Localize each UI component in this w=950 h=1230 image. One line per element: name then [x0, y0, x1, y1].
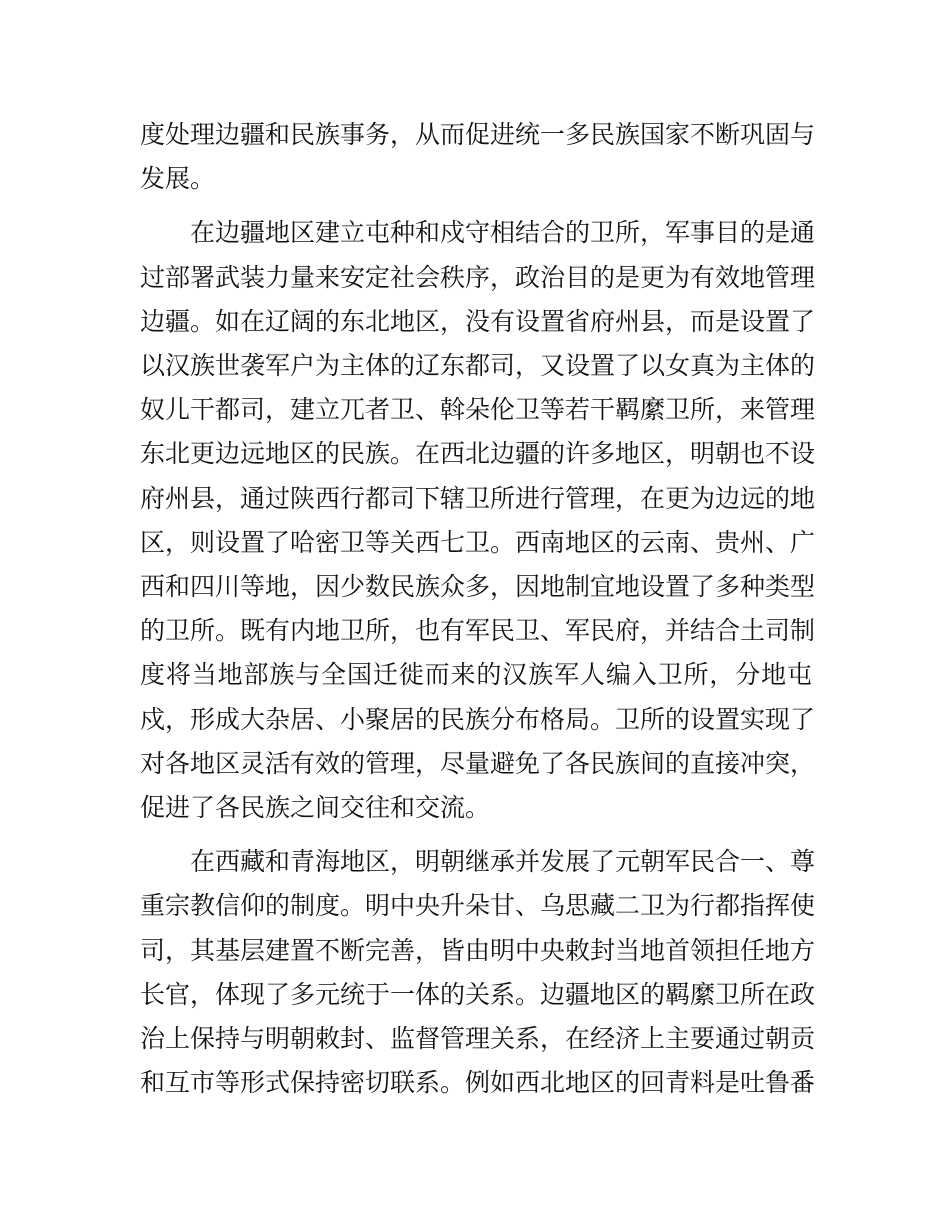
text-line: 治上保持与明朝敕封、监督管理关系，在经济上主要通过朝贡 — [140, 1024, 816, 1054]
text-line: 度将当地部族与全国迁徙而来的汉族军人编入卫所，分地屯 — [140, 660, 812, 690]
text-line: 司，其基层建置不断完善，皆由明中央敕封当地首领担任地方 — [140, 935, 816, 965]
text-line: 西和四川等地，因少数民族众多，因地制宜地设置了多种类型 — [140, 572, 816, 602]
text-line: 促进了各民族之间交往和交流。 — [140, 793, 491, 823]
text-line: 奴儿干都司，建立兀者卫、斡朵伦卫等若干羁縻卫所，来管理 — [140, 395, 816, 425]
text-line: 在西藏和青海地区，明朝继承并发展了元朝军民合一、尊 — [190, 847, 816, 877]
text-line: 和互市等形式保持密切联系。例如西北地区的回青料是吐鲁番 — [140, 1068, 816, 1098]
text-line: 重宗教信仰的制度。明中央升朵甘、乌思藏二卫为行都指挥使 — [140, 891, 816, 921]
text-line: 的卫所。既有内地卫所，也有军民卫、军民府，并结合土司制 — [140, 616, 816, 646]
text-line: 区，则设置了哈密卫等关西七卫。西南地区的云南、贵州、广 — [140, 527, 816, 557]
text-line: 发展。 — [140, 164, 216, 194]
text-line: 府州县，通过陕西行都司下辖卫所进行管理，在更为边远的地 — [140, 483, 816, 513]
paragraph-1 — [140, 113, 816, 201]
text-line: 在边疆地区建立屯种和戍守相结合的卫所，军事目的是通 — [190, 218, 816, 248]
paragraph-3 — [140, 840, 816, 1105]
text-line: 戍，形成大杂居、小聚居的民族分布格局。卫所的设置实现了 — [140, 704, 816, 734]
text-line: 对各地区灵活有效的管理，尽量避免了各民族间的直接冲突， — [140, 748, 816, 778]
text-line: 边疆。如在辽阔的东北地区，没有设置省府州县，而是设置了 — [140, 306, 816, 336]
text-line: 过部署武装力量来安定社会秩序，政治目的是更为有效地管理 — [140, 262, 816, 292]
text-line: 度处理边疆和民族事务，从而促进统一多民族国家不断巩固与 — [140, 120, 816, 149]
body-text — [140, 113, 816, 1115]
paragraph-2 — [140, 211, 816, 830]
text-line: 东北更边远地区的民族。在西北边疆的许多地区，明朝也不设 — [140, 439, 816, 469]
text-line: 长官，体现了多元统于一体的关系。边疆地区的羁縻卫所在政 — [140, 979, 816, 1009]
text-line: 以汉族世袭军户为主体的辽东都司，又设置了以女真为主体的 — [140, 351, 816, 381]
